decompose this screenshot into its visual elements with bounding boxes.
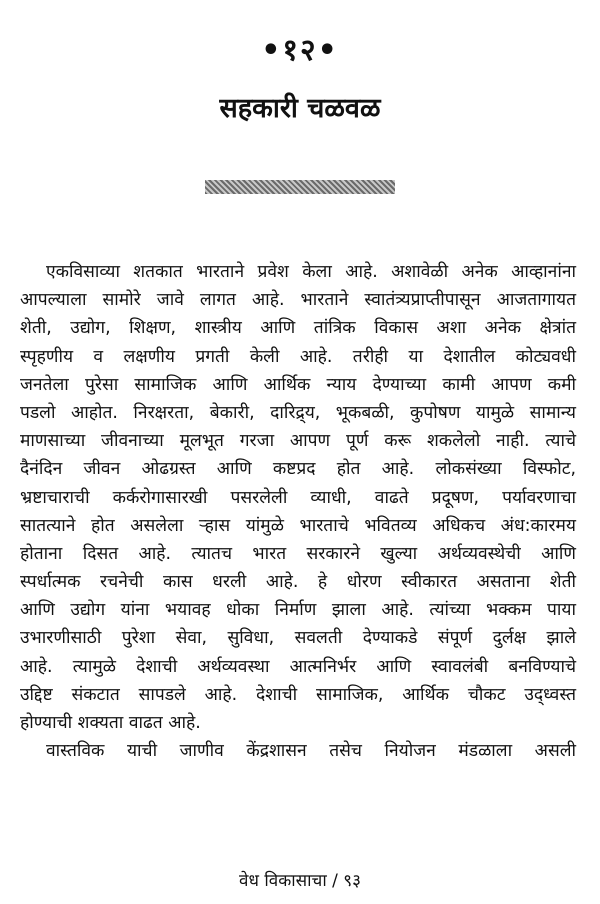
text-line: आहे. त्यामुळे देशाची अर्थव्यवस्था आत्मनिर्भर आणि स्वावलंबी बनविण्याचे <box>20 656 576 677</box>
text-line: उभारणीसाठी पुरेशा सेवा, सुविधा, सवलती देण्याकडे संपूर्ण दुर्लक्ष झाले <box>20 628 576 649</box>
text-line: एकविसाव्या शतकात भारताने प्रवेश केला आहे. अशावेळी अनेक आव्हानांना <box>46 262 576 282</box>
text-line: शेती, उद्योग, शिक्षण, शास्त्रीय आणि तांत्रिक विकास अशा अनेक क्षेत्रांत <box>20 318 576 339</box>
text-line: होण्याची शक्यता वाढत आहे. <box>20 713 201 733</box>
text-line: उद्दिष्ट संकटात सापडले आहे. देशाची सामाजिक, आर्थिक चौकट उद्ध्वस्त <box>20 684 576 705</box>
decorative-divider <box>205 180 395 194</box>
text-line: दैनंदिन जीवन ओढग्रस्त आणि कष्टप्रद होत आहे. लोकसंख्या विस्फोट, <box>20 459 576 480</box>
chapter-number: •१२• <box>261 33 339 68</box>
text-line: माणसाच्या जीवनाच्या मूलभूत गरजा आपण पूर्ण करू शकलेलो नाही. त्याचे <box>20 431 576 452</box>
text-line: आपल्याला सामोरे जावे लागत आहे. भारताने स्वातंत्र्यप्राप्तीपासून आजतागायत <box>20 290 576 311</box>
text-line: स्पर्धात्मक रचनेची कास धरली आहे. हे धोरण स्वीकारत असताना शेती <box>20 572 576 593</box>
text-line: स्पृहणीय व लक्षणीय प्रगती केली आहे. तरीही या देशातील कोट्यवधी <box>20 346 576 367</box>
text-line: सातत्याने होत असलेला ऱ्हास यांमुळे भारताचे भवितव्य अधिकच अंध:कारमय <box>20 515 576 536</box>
chapter-title: सहकारी चळवळ <box>219 93 381 124</box>
text-line: वास्तविक याची जाणीव केंद्रशासन तसेच नियोजन मंडळाला असली <box>46 741 576 762</box>
text-line: जनतेला पुरेसा सामाजिक आणि आर्थिक न्याय देण्याच्या कामी आपण कमी <box>20 374 576 395</box>
text-line: पडलो आहोत. निरक्षरता, बेकारी, दारिद्र्य, भूकबळी, कुपोषण यामुळे सामान्य <box>20 402 576 423</box>
text-line: होताना दिसत आहे. त्यातच भारत सरकारने खुल्या अर्थव्यवस्थेची आणि <box>20 543 576 564</box>
page-footer: वेध विकासाचा / ९३ <box>239 871 361 891</box>
text-line: आणि उद्योग यांना भयावह धोका निर्माण झाला आहे. त्यांच्या भक्कम पाया <box>20 600 576 621</box>
body-text <box>20 258 576 765</box>
text-line: भ्रष्टाचाराची कर्करोगासारखी पसरलेली व्याधी, वाढते प्रदूषण, पर्यावरणाचा <box>20 487 576 508</box>
